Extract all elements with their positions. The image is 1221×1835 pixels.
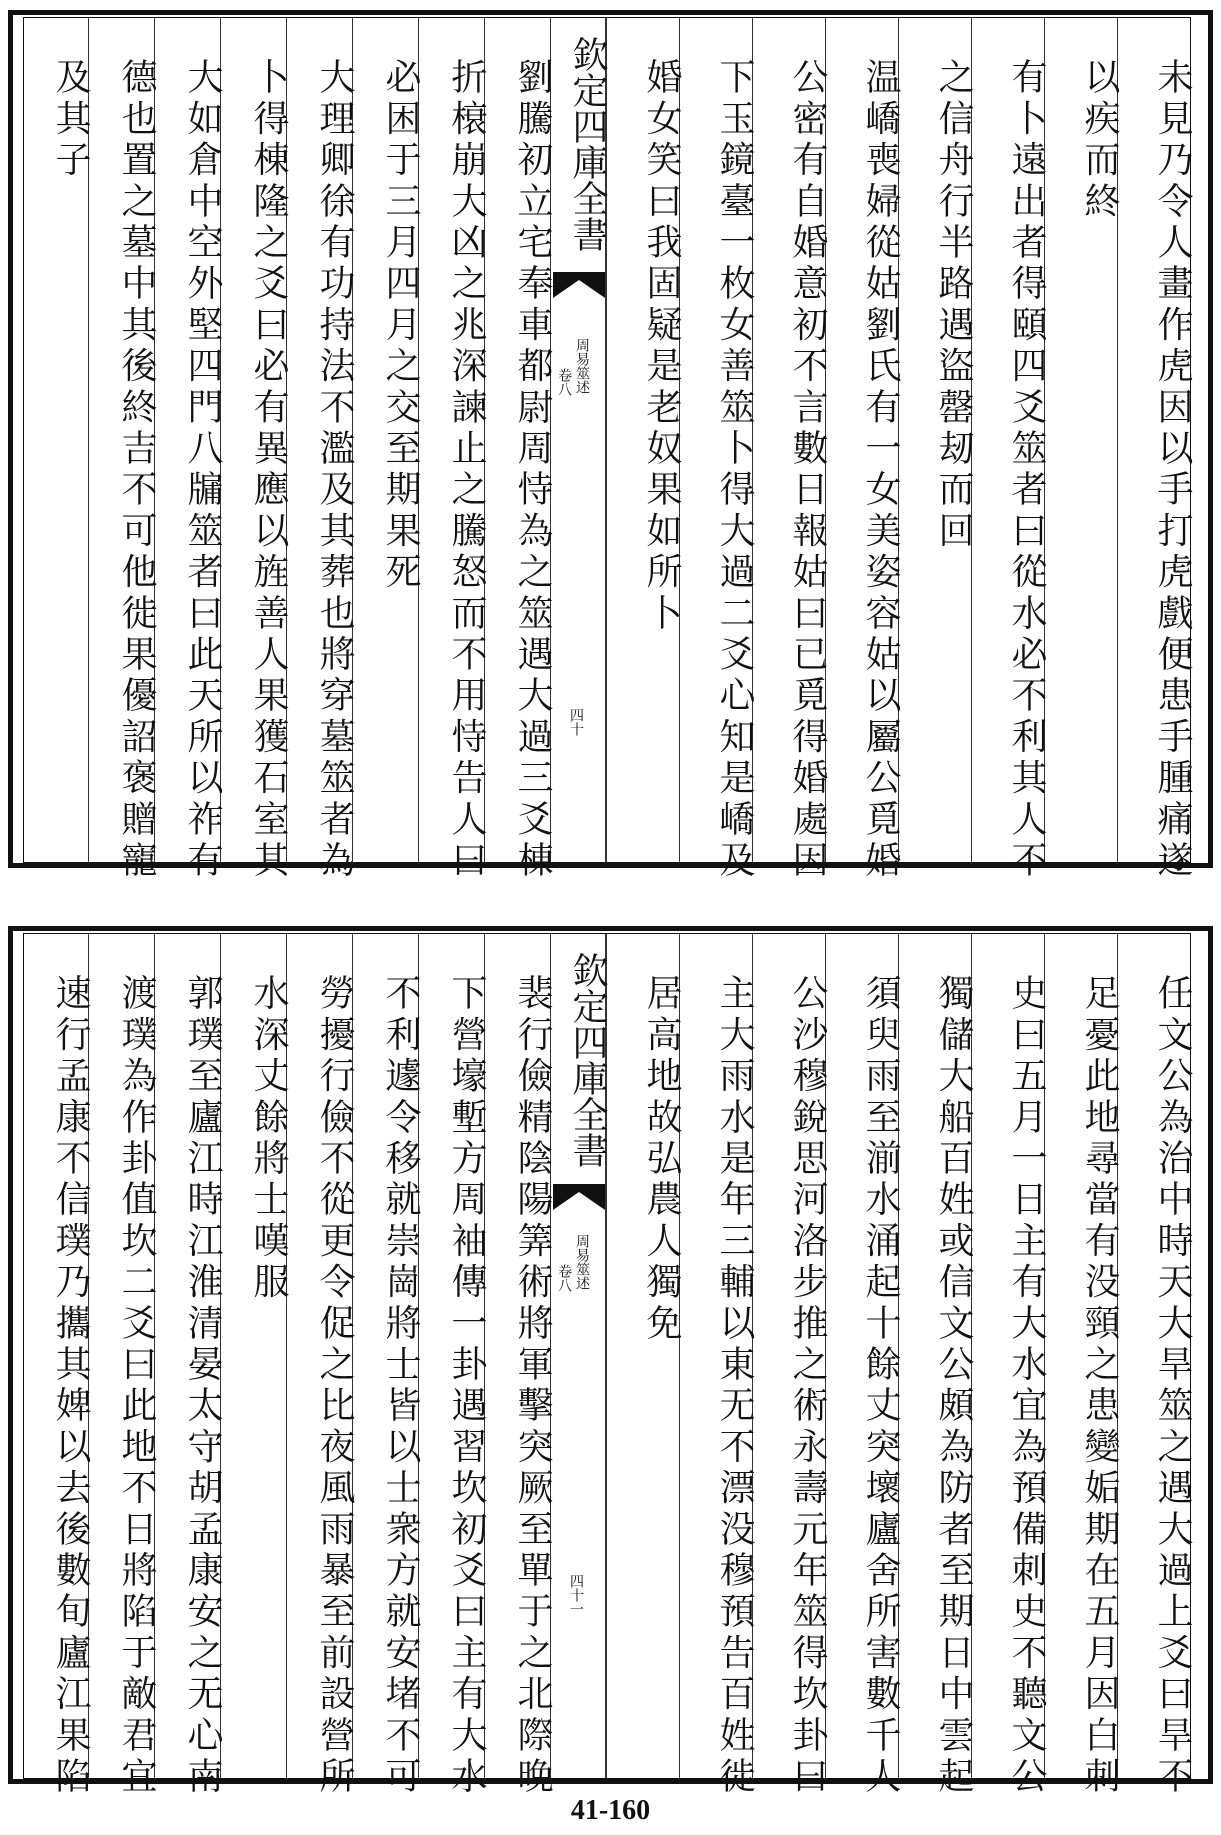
fishtail-mark-icon — [553, 1184, 605, 1210]
text-column: 之信舟行半路遇盜罄刼而回 — [898, 18, 971, 862]
text-column: 須臾雨至湔水涌起十餘丈突壞廬舍所害數千人 — [825, 934, 898, 1778]
text-column: 有卜遠出者得頤四爻筮者曰從水必不利其人不 — [971, 18, 1044, 862]
text-column: 婚女笑曰我固疑是老奴果如所卜 — [606, 18, 679, 862]
bottom-page — [0, 920, 1221, 1798]
text-column: 折榱崩大凶之兆深諫止之騰怒而不用恃告人曰 — [418, 18, 484, 862]
text-column: 公沙穆銳思河洛步推之術永壽元年筮得坎卦曰 — [752, 934, 825, 1778]
text-column: 下營壕塹方周袖傳一卦遇習坎初爻曰主有大水 — [418, 934, 484, 1778]
text-column: 公密有自婚意初不言數日報姑曰已覓得婚處因 — [752, 18, 825, 862]
text-column: 温嶠喪婦從姑劉氏有一女美姿容姑以屬公覓婚 — [825, 18, 898, 862]
fishtail-mark-icon — [553, 272, 605, 298]
page-number: 41-160 — [570, 1795, 651, 1826]
text-column: 勞擾行儉不從更令促之比夜風雨暴至前設營所 — [286, 934, 352, 1778]
top-page-text-block — [23, 17, 1193, 882]
text-column: 主大雨水是年三輔以東无不漂没穆預告百姓徙 — [679, 934, 752, 1778]
text-column: 德也置之墓中其後終吉不可他徙果優詔褒贈寵 — [88, 18, 154, 862]
text-column: 獨儲大船百姓或信文公頗為防者至期日中雲起 — [898, 934, 971, 1778]
book-title: 欽定四庫全書 — [567, 952, 608, 1168]
text-column: 渡璞為作卦值坎二爻曰此地不日將陷于敵君宜 — [88, 934, 154, 1778]
spine-juan: 卷八 — [556, 368, 572, 396]
spine-column — [550, 18, 606, 862]
text-column: 水深丈餘將士嘆服 — [220, 934, 286, 1778]
text-column: 必困于三月四月之交至期果死 — [352, 18, 418, 862]
text-column: 任文公為治中時天大旱筮之遇大過上爻曰旱不 — [1117, 934, 1190, 1778]
text-column: 史曰五月一日主有大水宜為預備刺史不聽文公 — [971, 934, 1044, 1778]
text-column: 足憂此地尋當有没頸之患變姤期在五月因白刺 — [1044, 934, 1117, 1778]
top-page — [0, 0, 1221, 882]
text-column: 居高地故弘農人獨免 — [606, 934, 679, 1778]
spine-folio: 四十一 — [568, 1574, 584, 1616]
text-column: 郭璞至廬江時江淮清晏太守胡孟康安之无心南 — [154, 934, 220, 1778]
text-column: 未見乃令人畫作虎因以手打虎戲便患手腫痛遂 — [1117, 18, 1190, 862]
spine-volume-title: 周易筮述 — [574, 1234, 590, 1290]
text-column: 卜得棟隆之爻曰必有異應以旌善人果獲石室其 — [220, 18, 286, 862]
book-title: 欽定四庫全書 — [567, 36, 608, 252]
bottom-page-frame — [8, 926, 1213, 1798]
spine-volume-title: 周易筮述 — [574, 338, 590, 394]
bottom-page-text-block — [23, 933, 1193, 1798]
spine-juan: 卷八 — [556, 1264, 572, 1292]
spine-folio: 四十 — [568, 708, 584, 736]
top-page-frame — [8, 10, 1213, 882]
text-column: 速行孟康不信璞乃攜其婢以去後數旬廬江果陷 — [50, 974, 91, 1798]
text-column: 大如倉中空外堅四門八牖筮者曰此天所以祚有 — [154, 18, 220, 862]
text-column: 以疾而終 — [1044, 18, 1117, 862]
text-column: 裴行儉精陰陽筭術將軍擊突厥至單于之北際晚 — [484, 934, 550, 1778]
text-column: 不利遽令移就崇崗將士皆以士衆方就安堵不可 — [352, 934, 418, 1778]
spine-column — [550, 934, 606, 1778]
text-column: 下玉鏡臺一枚女善筮卜得大過二爻心知是嶠及 — [679, 18, 752, 862]
text-column: 及其子 — [50, 58, 91, 182]
text-column: 大理卿徐有功持法不濫及其葬也將穿墓筮者為 — [286, 18, 352, 862]
text-column: 劉騰初立宅奉車都尉周恃為之筮遇大過三爻棟 — [484, 18, 550, 862]
